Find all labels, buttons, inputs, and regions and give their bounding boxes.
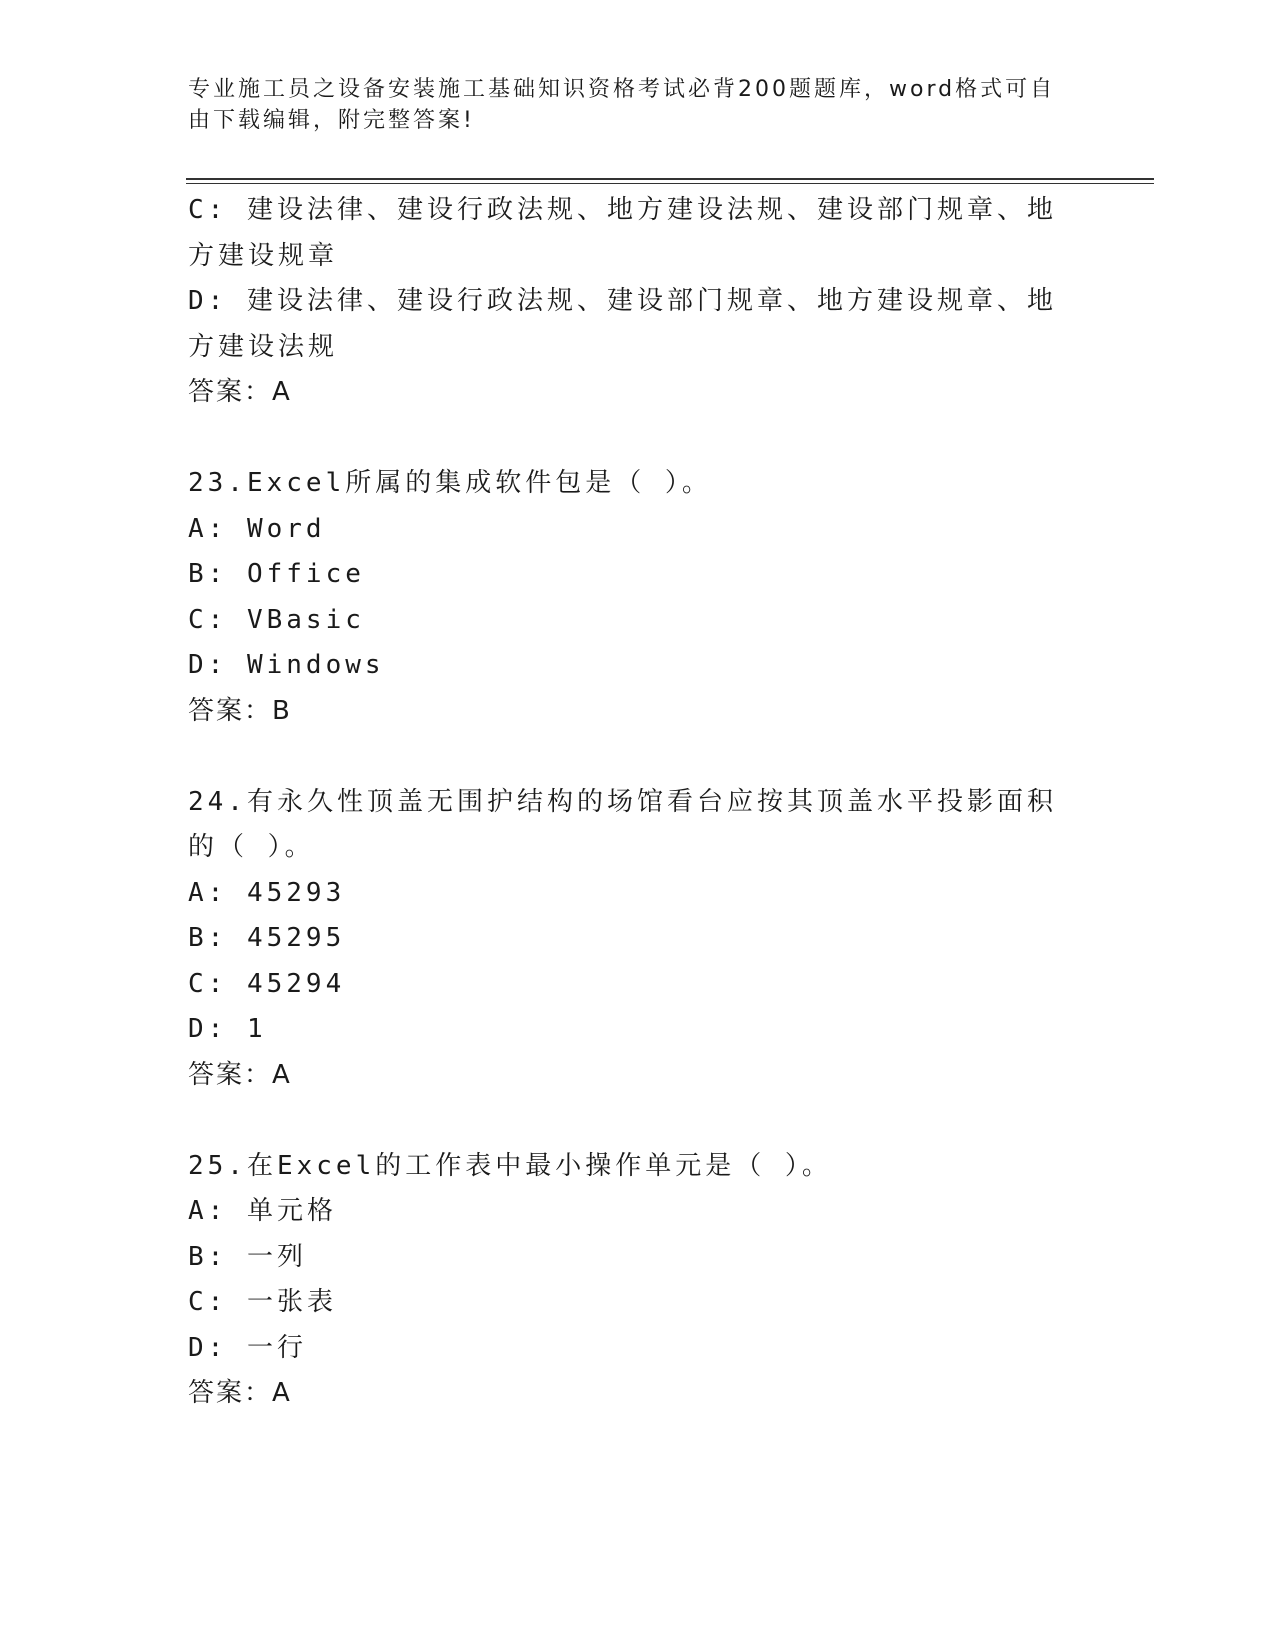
answer-line: 答案：B [188, 695, 292, 726]
question-stem: 24.有永久性顶盖无围护结构的场馆看台应按其顶盖水平投影面积的（ ）。 [188, 786, 1057, 862]
question-block-25 [188, 1144, 1083, 1417]
option-c: C: 45294 [188, 968, 346, 999]
option-a: A: Word [188, 513, 326, 544]
question-block-23 [188, 461, 1083, 734]
option-c: C: 一张表 [188, 1287, 337, 1317]
option-b: B: 45295 [188, 923, 346, 953]
option-c: C: 建设法律、建设行政法规、地方建设法规、建设部门规章、地方建设规章 [188, 195, 1057, 271]
option-d: D: 建设法律、建设行政法规、建设部门规章、地方建设规章、地方建设法规 [188, 286, 1057, 362]
answer-line: 答案：A [188, 1378, 292, 1408]
question-block-22-continued [188, 188, 1083, 416]
spacer [188, 1098, 1083, 1144]
option-a: A: 单元格 [188, 1196, 337, 1226]
option-d: D: 一行 [188, 1332, 307, 1363]
header-divider-thin [186, 183, 1154, 184]
question-stem: 23.Excel所属的集成软件包是（ ）。 [188, 468, 712, 498]
answer-line: 答案：A [188, 377, 292, 407]
header-divider-thick [186, 178, 1154, 180]
option-a: A: 45293 [188, 877, 346, 908]
option-c: C: VBasic [188, 604, 365, 635]
document-header: 专业施工员之设备安装施工基础知识资格考试必背200题题库，word格式可自由下载编辑，附完整答案! [188, 77, 1056, 133]
spacer [188, 734, 1083, 780]
option-b: B: Office [188, 559, 365, 589]
question-content [188, 188, 1083, 1417]
spacer [188, 416, 1083, 462]
question-block-24 [188, 780, 1083, 1099]
option-b: B: 一列 [188, 1241, 307, 1272]
answer-line: 答案：A [188, 1059, 292, 1090]
option-d: D: 1 [188, 1014, 267, 1044]
question-stem: 25.在Excel的工作表中最小操作单元是（ ）。 [188, 1150, 832, 1181]
option-d: D: Windows [188, 650, 385, 680]
